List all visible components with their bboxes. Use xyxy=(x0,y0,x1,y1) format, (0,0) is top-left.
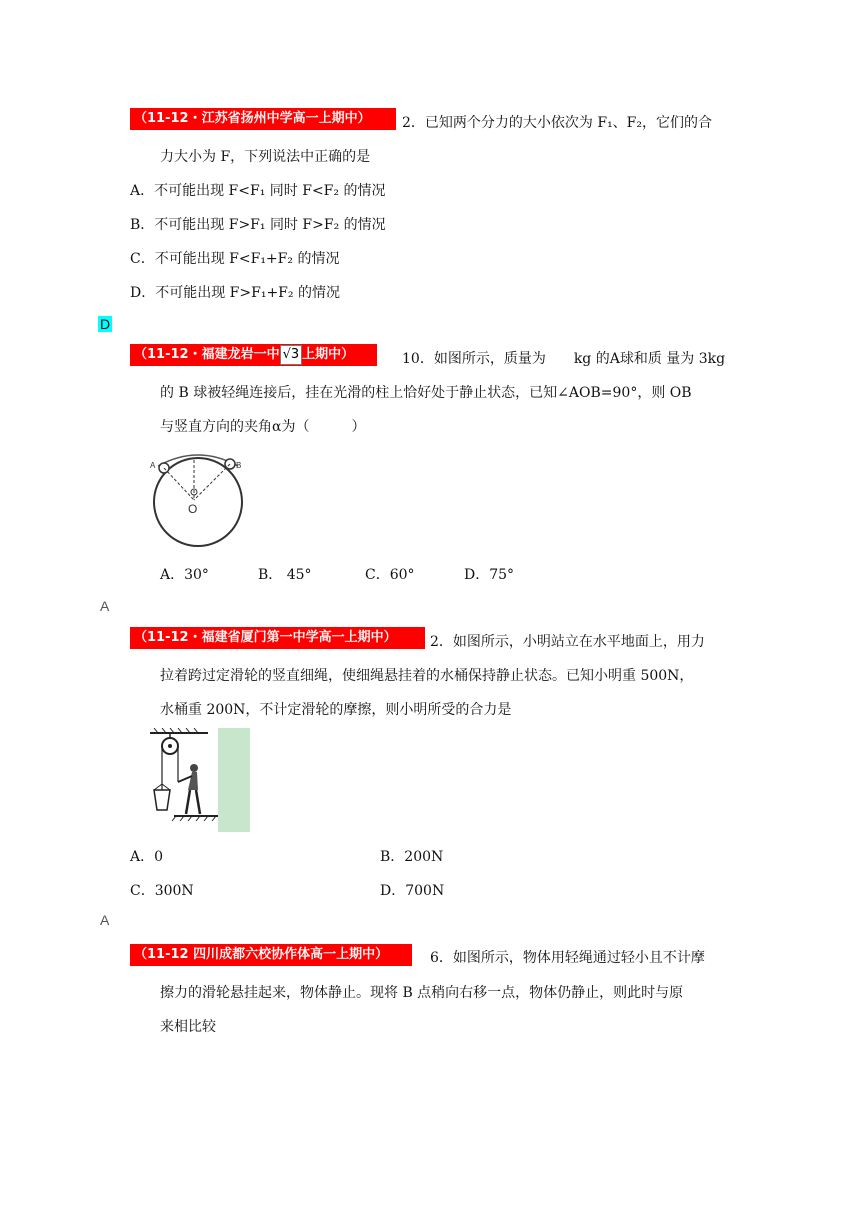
question-stem-line: 来相比较 xyxy=(160,1019,216,1035)
option-d: D．75° xyxy=(464,567,515,583)
source-tag-text: 上期中） xyxy=(302,347,355,362)
option-a: A．不可能出现 F<F₁ 同时 F<F₂ 的情况 xyxy=(130,183,386,199)
answer-label: A xyxy=(100,598,110,614)
option-a: A．30° xyxy=(160,567,209,583)
question-stem-line: 2．已知两个分力的大小依次为 F₁、F₂，它们的合 xyxy=(402,115,713,131)
option-c: C．60° xyxy=(365,567,415,583)
bucket xyxy=(154,790,170,810)
figure-label-b: B xyxy=(236,461,242,470)
option-d: D．不可能出现 F>F₁+F₂ 的情况 xyxy=(130,285,340,301)
question-stem-line: 拉着跨过定滑轮的竖直细绳，使细绳悬挂着的水桶保持静止状态。已知小明重 500N， xyxy=(160,668,694,684)
option-b: B． 45° xyxy=(258,567,312,583)
question-stem-line: 6．如图所示，物体用轻绳通过轻小且不计摩 xyxy=(430,950,705,966)
option-b: B．不可能出现 F>F₁ 同时 F>F₂ 的情况 xyxy=(130,217,386,233)
question-stem-line: 的 B 球被轻绳连接后，挂在光滑的柱上恰好处于静止状态，已知∠AOB=90°，则 OB xyxy=(160,385,692,401)
option-c: C．不可能出现 F<F₁+F₂ 的情况 xyxy=(130,251,340,267)
person-head xyxy=(190,764,198,772)
pillar-ball-figure xyxy=(150,452,246,548)
figure-label-a: A xyxy=(150,461,156,470)
question-stem-line: 擦力的滑轮悬挂起来，物体静止。现将 B 点稍向右移一点，物体仍静止，则此时与原 xyxy=(160,985,684,1001)
answer-label: D xyxy=(100,316,111,332)
question-stem-line: 力大小为 F，下列说法中正确的是 xyxy=(160,149,371,165)
option-d: D．700N xyxy=(380,883,445,899)
question-stem-line: 2．如图所示，小明站立在水平地面上，用力 xyxy=(430,634,705,650)
source-tag xyxy=(130,344,377,366)
option-b: B．200N xyxy=(380,849,444,865)
pulley-figure xyxy=(148,728,252,832)
figure-label-o: O xyxy=(188,502,198,516)
source-tag: （11-12・福建省厦门第一中学高一上期中） xyxy=(130,627,425,649)
source-tag-text: （11-12・福建龙岩一中 xyxy=(134,347,280,362)
figure-panel xyxy=(218,728,250,832)
source-tag: （11-12 四川成都六校协作体高一上期中） xyxy=(130,944,412,966)
question-stem-line: 10．如图所示，质量为 kg 的A球和质 量为 3kg xyxy=(402,351,726,367)
option-a: A．0 xyxy=(130,849,164,865)
source-tag: （11-12・江苏省扬州中学高一上期中） xyxy=(130,108,396,130)
answer-label: A xyxy=(100,912,110,928)
option-c: C．300N xyxy=(130,883,194,899)
sqrt3-formula: √3 xyxy=(280,345,303,365)
question-stem-line: 与竖直方向的夹角α为（ ） xyxy=(160,419,366,435)
question-stem-line: 水桶重 200N，不计定滑轮的摩擦，则小明所受的合力是 xyxy=(160,702,512,718)
